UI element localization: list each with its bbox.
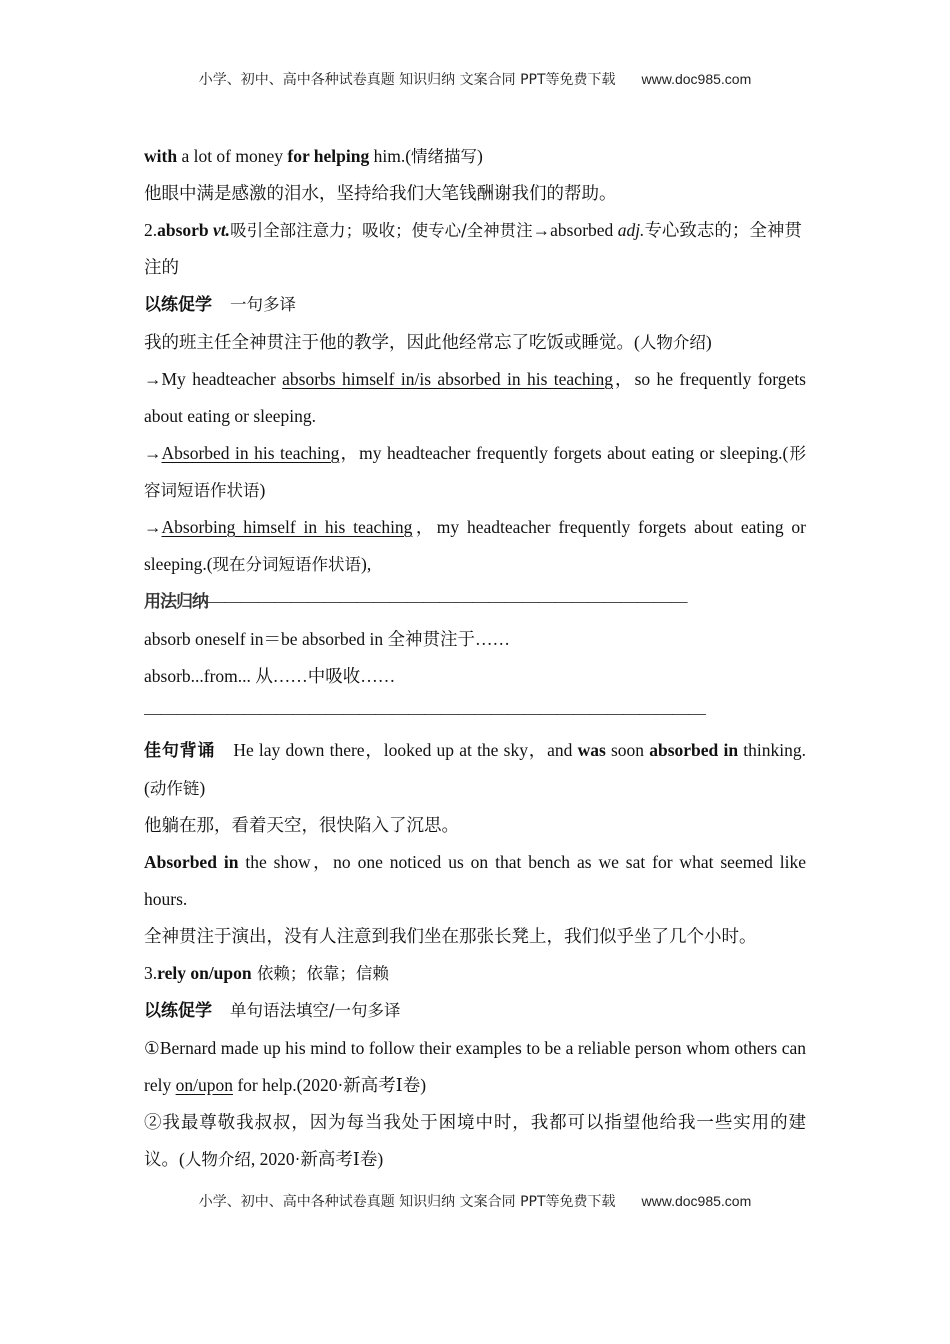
good-sentence-1: 佳句背诵 He lay down there，looked up at the sky，and was soon absorbed in thinking.(动作链) [144,740,807,798]
document-body [144,138,806,1178]
divider-line: —————————————————————————————————— [144,703,705,723]
section-3-heading: 3.rely on/upon 依赖；依靠；信赖 [144,963,389,983]
section-2-heading: 2.absorb vt.吸引全部注意力；吸收；使专心/全神贯注→absorbed adj.专心致志的；全神贯注的 [144,220,802,277]
practice-label-1: 以练促学 一句多译 [144,295,296,315]
practice-label-2: 以练促学 单句语法填空/一句多译 [144,1001,401,1021]
line-with-money: with a lot of money for helping him.(情绪描写) [144,146,483,166]
footer-site[interactable]: www.doc985.com [641,1193,752,1209]
question-2: ②我最尊敬我叔叔，因为每当我处于困境中时，我都可以指望他给我一些实用的建议。(人物介绍, 2020·新高考Ⅰ卷) [144,1112,806,1169]
usage-heading: 用法归纳————————————————————————————— [144,591,687,612]
good-sentence-2: Absorbed in the show，no one noticed us on that bench as we sat for what seemed like hours. [144,852,806,909]
usage-item-2: absorb...from... 从……中吸收…… [144,666,396,686]
translation-2: →Absorbed in his teaching，my headteacher frequently forgets about eating or sleeping.(形容词短语作状语) [144,443,807,500]
footer-text: 小学、初中、高中各种试卷真题 知识归纳 文案合同 PPT等免费下载 [198,1194,616,1210]
line-chinese-translation: 他眼中满是感激的泪水，坚持给我们大笔钱酬谢我们的帮助。 [144,183,617,203]
page-header [0,69,950,89]
good-sentence-2-cn: 全神贯注于演出，没有人注意到我们坐在那张长凳上，我们似乎坐了几个小时。 [144,926,757,946]
page-footer [0,1191,950,1211]
translation-3: →Absorbing himself in his teaching，my headteacher frequently forgets about eating or sleeping.(现在分词短语作状语), [144,517,806,574]
header-site[interactable]: www.doc985.com [641,71,752,87]
good-sentence-1-cn: 他躺在那，看着天空，很快陷入了沉思。 [144,815,459,835]
usage-item-1: absorb oneself in＝be absorbed in 全神贯注于…… [144,629,510,649]
header-text: 小学、初中、高中各种试卷真题 知识归纳 文案合同 PPT等免费下载 [198,72,616,88]
question-1: ①Bernard made up his mind to follow their examples to be a reliable person whom others can rely on/upon for help.(2020·新高考Ⅰ卷) [144,1038,806,1095]
example-chinese: 我的班主任全神贯注于他的教学，因此他经常忘了吃饭或睡觉。(人物介绍) [144,332,712,352]
translation-1: →My headteacher absorbs himself in/is absorbed in his teaching，so he frequently forgets about eating or sleeping. [144,369,806,426]
